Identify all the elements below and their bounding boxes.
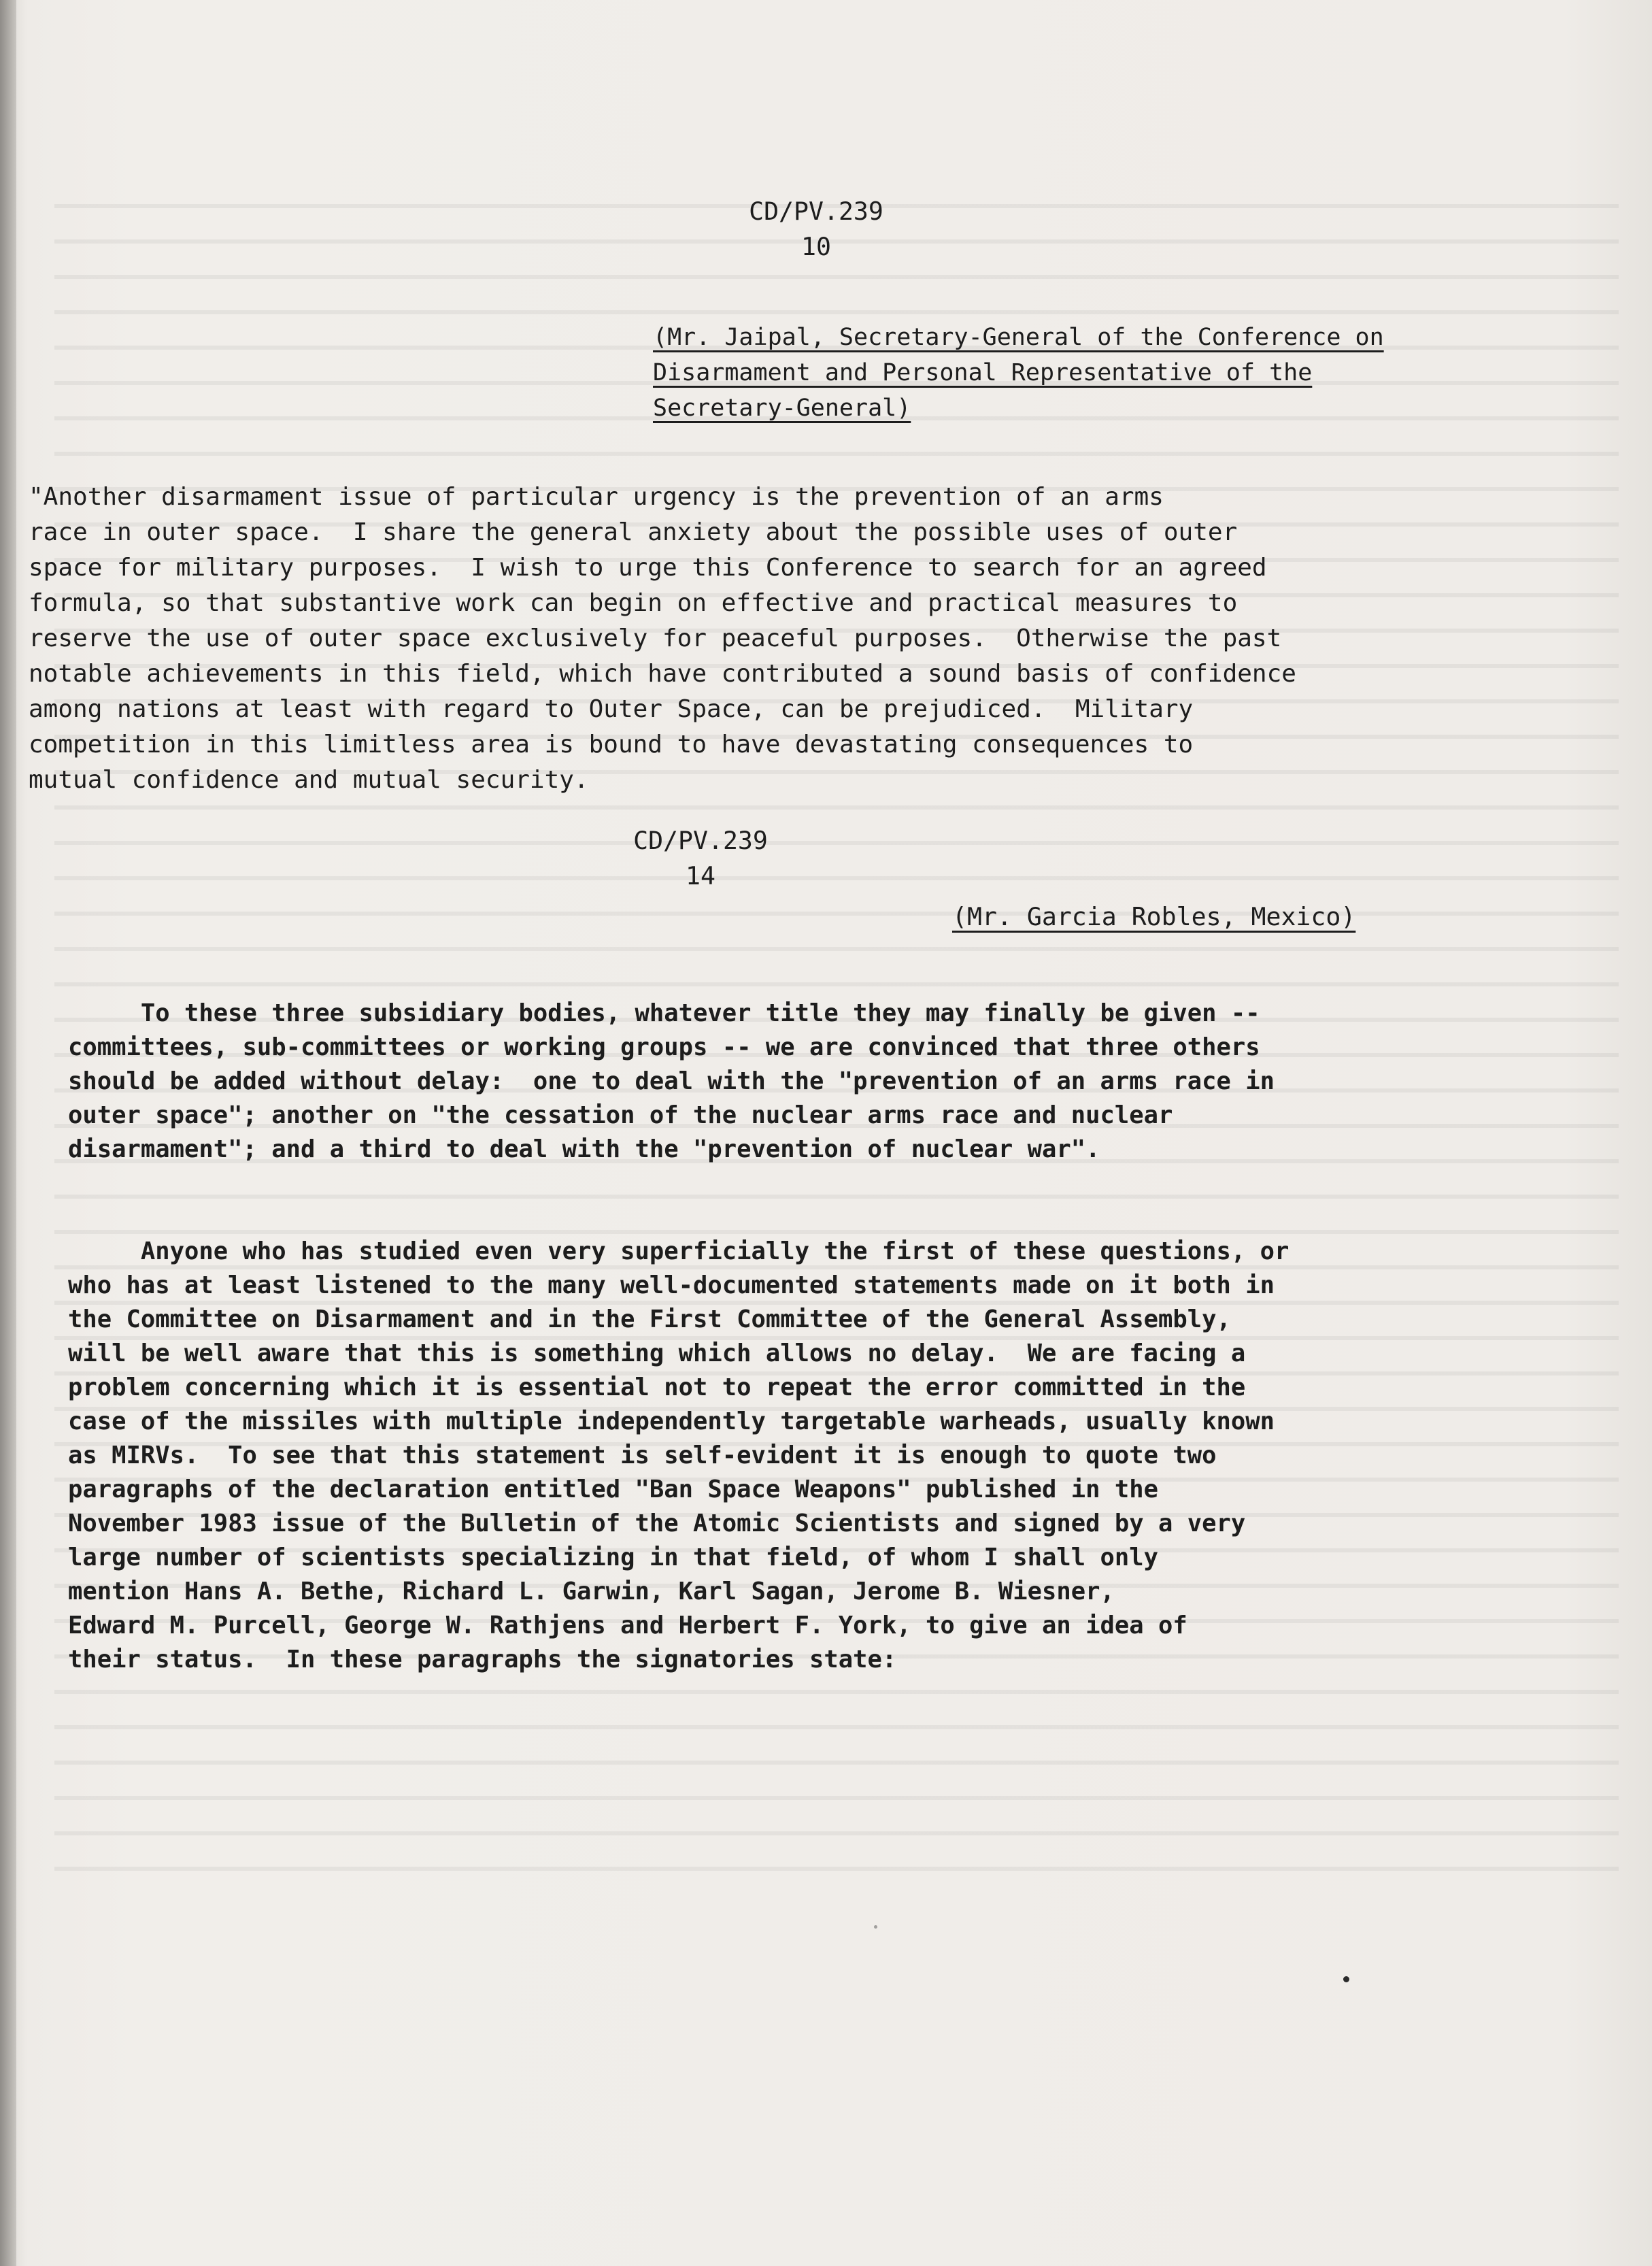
text-line: case of the missiles with multiple independently targetable warheads, usually known [68, 1407, 1275, 1435]
text-line: will be well aware that this is something which allows no delay. We are facing a [68, 1339, 1246, 1367]
speaker-line: (Mr. Garcia Robles, Mexico) [952, 902, 1356, 931]
page-number: 10 [801, 232, 831, 261]
speaker-line: Secretary-General) [653, 395, 911, 422]
text-line: large number of scientists specializing in that field, of whom I shall only [68, 1544, 1158, 1571]
text-line: mutual confidence and mutual security. [29, 766, 589, 794]
text-line: their status. In these paragraphs the signatories state: [68, 1646, 897, 1673]
text-line: race in outer space. I share the general anxiety about the possible uses of outer [29, 518, 1238, 546]
text-line: space for military purposes. I wish to urge this Conference to search for an agreed [29, 554, 1267, 582]
text-line: November 1983 issue of the Bulletin of the Atomic Scientists and signed by a very [68, 1510, 1246, 1537]
text-line: disarmament"; and a third to deal with the "prevention of nuclear war". [68, 1135, 1100, 1163]
header-1 [701, 194, 932, 265]
text-line: "Another disarmament issue of particular urgency is the prevention of an arms [29, 483, 1164, 511]
text-line: To these three subsidiary bodies, whatever title they may finally be given -- [68, 999, 1260, 1027]
text-line: as MIRVs. To see that this statement is self-evident it is enough to quote two [68, 1442, 1217, 1469]
text-line: should be added without delay: one to deal with the "prevention of an arms race in [68, 1067, 1275, 1095]
text-line: who has at least listened to the many well-documented statements made on it both in [68, 1271, 1275, 1299]
text-line: outer space"; another on "the cessation of the nuclear arms race and nuclear [68, 1101, 1173, 1129]
document-code: CD/PV.239 [749, 197, 883, 226]
text-line: mention Hans A. Bethe, Richard L. Garwin, Karl Sagan, Jerome B. Wiesner, [68, 1578, 1115, 1605]
speaker-attribution-1 [653, 320, 1564, 426]
text-line: the Committee on Disarmament and in the First Committee of the General Assembly, [68, 1305, 1231, 1333]
text-line: formula, so that substantive work can begin on effective and practical measures to [29, 589, 1238, 617]
text-line: notable achievements in this field, which have contributed a sound basis of confidence [29, 660, 1296, 688]
text-line: competition in this limitless area is bound to have devastating consequences to [29, 731, 1194, 759]
text-line: Anyone who has studied even very superficially the first of these questions, or [68, 1237, 1289, 1265]
speaker-attribution-2 [952, 899, 1510, 935]
binding-edge [0, 0, 16, 2266]
ink-speck [874, 1925, 877, 1929]
paragraph-outer-space [68, 1235, 1564, 1677]
text-line: committees, sub-committees or working groups -- we are convinced that three others [68, 1033, 1260, 1061]
header-2 [585, 823, 816, 894]
text-line: paragraphs of the declaration entitled "Ban Space Weapons" published in the [68, 1476, 1158, 1503]
text-line: problem concerning which it is essential not to repeat the error committed in the [68, 1373, 1246, 1401]
quoted-paragraph [29, 480, 1566, 798]
ink-speck [1343, 1976, 1349, 1982]
speaker-line: (Mr. Jaipal, Secretary-General of the Conference on [653, 324, 1384, 351]
text-line: among nations at least with regard to Outer Space, can be prejudiced. Military [29, 695, 1194, 723]
paragraph-subsidiary-bodies [68, 997, 1564, 1167]
text-line: reserve the use of outer space exclusively for peaceful purposes. Otherwise the past [29, 624, 1282, 652]
document-code: CD/PV.239 [633, 826, 768, 855]
speaker-line: Disarmament and Personal Representative of the [653, 359, 1313, 386]
page-number: 14 [686, 861, 715, 890]
text-line: Edward M. Purcell, George W. Rathjens and Herbert F. York, to give an idea of [68, 1612, 1187, 1639]
